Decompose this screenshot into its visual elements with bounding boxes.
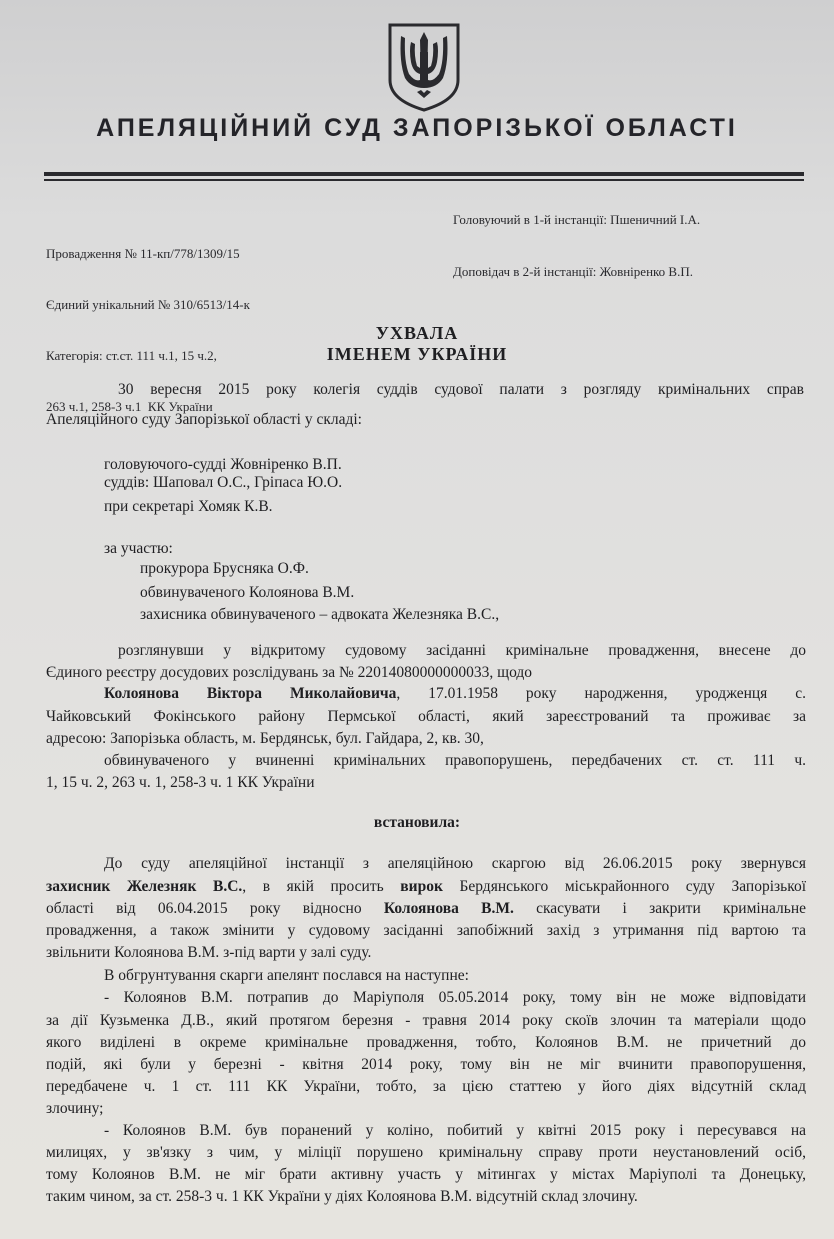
header-divider-thick bbox=[44, 172, 804, 176]
ground-2-line: таким чином, за ст. 258-3 ч. 1 КК України у діях Колоянова В.М. відсутній склад злочину. bbox=[46, 1188, 638, 1205]
intro-line: 30 вересня 2015 року колегія суддів судової палати з розгляду кримінальних справ bbox=[118, 381, 804, 398]
ground-1-line: подій, які були у березні - квітня 2014 року, тому він не міг вчинити правопорушення, bbox=[46, 1056, 806, 1073]
panel-judges: суддів: Шаповал О.С., Гріпаса Ю.О. bbox=[104, 474, 343, 491]
ground-1-line: - Колоянов В.М. потрапив до Маріуполя 05.05.2014 року, тому він не може відповідати bbox=[104, 989, 806, 1006]
ground-1-line: злочину; bbox=[46, 1100, 104, 1117]
header-divider-thin bbox=[44, 179, 804, 181]
accused-line: Чайковський Фокінського району Пермської області, який зареєстрований та проживає за bbox=[46, 708, 806, 725]
document-title: УХВАЛА bbox=[375, 323, 459, 343]
panel-presiding-judge: головуючого-судді Жовніренко В.П. bbox=[104, 456, 342, 473]
appeal-line: звільнити Колоянова В.М. з-під варти у залі суду. bbox=[46, 944, 372, 961]
unique-number: Єдиний унікальний № 310/6513/14-к bbox=[46, 297, 250, 312]
accused-name: Колоянова Віктора Миколайовича bbox=[104, 685, 397, 702]
rapporteur-second-instance: Доповідач в 2-й інстанції: Жовніренко В.П. bbox=[453, 264, 693, 279]
appeal-line: До суду апеляційної інстанції з апеляційною скаргою від 26.06.2015 року звернувся bbox=[104, 855, 806, 872]
considered-line: Єдиного реєстру досудових розслідувань за № 22014080000000033, щодо bbox=[46, 664, 533, 681]
category-line-1: Категорія: ст.ст. 111 ч.1, 15 ч.2, bbox=[46, 348, 217, 363]
panel-secretary: при секретарі Хомяк К.В. bbox=[104, 498, 273, 515]
proceeding-number: Провадження № 11-кп/778/1309/15 bbox=[46, 246, 240, 261]
presiding-first-instance: Головуючий в 1-й інстанції: Пшеничний І.А. bbox=[453, 212, 701, 227]
ground-2-line: милицях, у зв'язку з чим, у міліції порушено кримінальну справу проти неустановлений осіб, bbox=[46, 1144, 806, 1161]
participation-label: за участю: bbox=[104, 540, 173, 557]
ground-1-line: передбачене ч. 1 ст. 111 КК України, тобто, за цією статтею у його діях відсутній склад bbox=[46, 1078, 806, 1095]
ground-2-line: тому Колоянов В.М. не міг брати активну участь у мітингах у містах Маріуполі та Донецьку, bbox=[46, 1166, 806, 1183]
court-name: АПЕЛЯЦІЙНИЙ СУД ЗАПОРІЗЬКОЇ ОБЛАСТІ bbox=[96, 114, 738, 142]
appeal-line: області від 06.04.2015 року відносно Колоянова В.М. скасувати і закрити кримінальне bbox=[46, 900, 807, 917]
accused-line: обвинуваченого у вчиненні кримінальних правопорушень, передбачених ст. ст. 111 ч. bbox=[104, 752, 806, 769]
document-subtitle: ІМЕНЕМ УКРАЇНИ bbox=[326, 344, 508, 364]
participant-prosecutor: прокурора Бруснякa О.Ф. bbox=[140, 560, 309, 577]
accused-address: адресою: Запорізька область, м. Бердянськ, бул. Гайдара, 2, кв. 30, bbox=[46, 730, 484, 747]
category-line-2: 263 ч.1, 258-3 ч.1 КК України bbox=[46, 399, 213, 414]
ground-1-line: якого виділені в окреме кримінальне провадження, тобто, Колоянов В.М. не причетний до bbox=[46, 1034, 806, 1051]
considered-line: розглянувши у відкритому судовому засіданні кримінальне провадження, внесене до bbox=[118, 642, 806, 659]
appeal-line: захисник Железняк В.С., в якій просить вирок Бердянського міськрайонного суду Запорізької bbox=[46, 878, 806, 895]
intro-line: Апеляційного суду Запорізької області у складі: bbox=[46, 411, 362, 428]
appeal-line: провадження, а також змінити у судовому засіданні запобіжний захід з утримання під вартою та bbox=[46, 922, 806, 939]
established-heading: встановила: bbox=[373, 814, 461, 831]
ground-1-line: за дії Кузьменка Д.В., який протягом березня - травня 2014 року скоїв злочин та матеріали щодо bbox=[46, 1012, 806, 1029]
ground-2-line: - Колоянов В.М. був поранений у коліно, побитий у квітні 2015 року і пересувався на bbox=[104, 1122, 806, 1139]
participant-accused: обвинуваченого Колоянова В.М. bbox=[140, 584, 355, 601]
accused-line: Колоянова Віктора Миколайовича, 17.01.1958 року народження, уродженця с. bbox=[104, 685, 807, 702]
accused-line: 1, 15 ч. 2, 263 ч. 1, 258-3 ч. 1 КК України bbox=[46, 774, 315, 791]
appeal-grounds-intro: В обгрунтування скарги апелянт послався на наступне: bbox=[104, 967, 469, 984]
participant-defender: захисника обвинуваченого – адвоката Железняка В.С., bbox=[140, 606, 500, 623]
trident-coat-of-arms-icon bbox=[387, 22, 461, 112]
